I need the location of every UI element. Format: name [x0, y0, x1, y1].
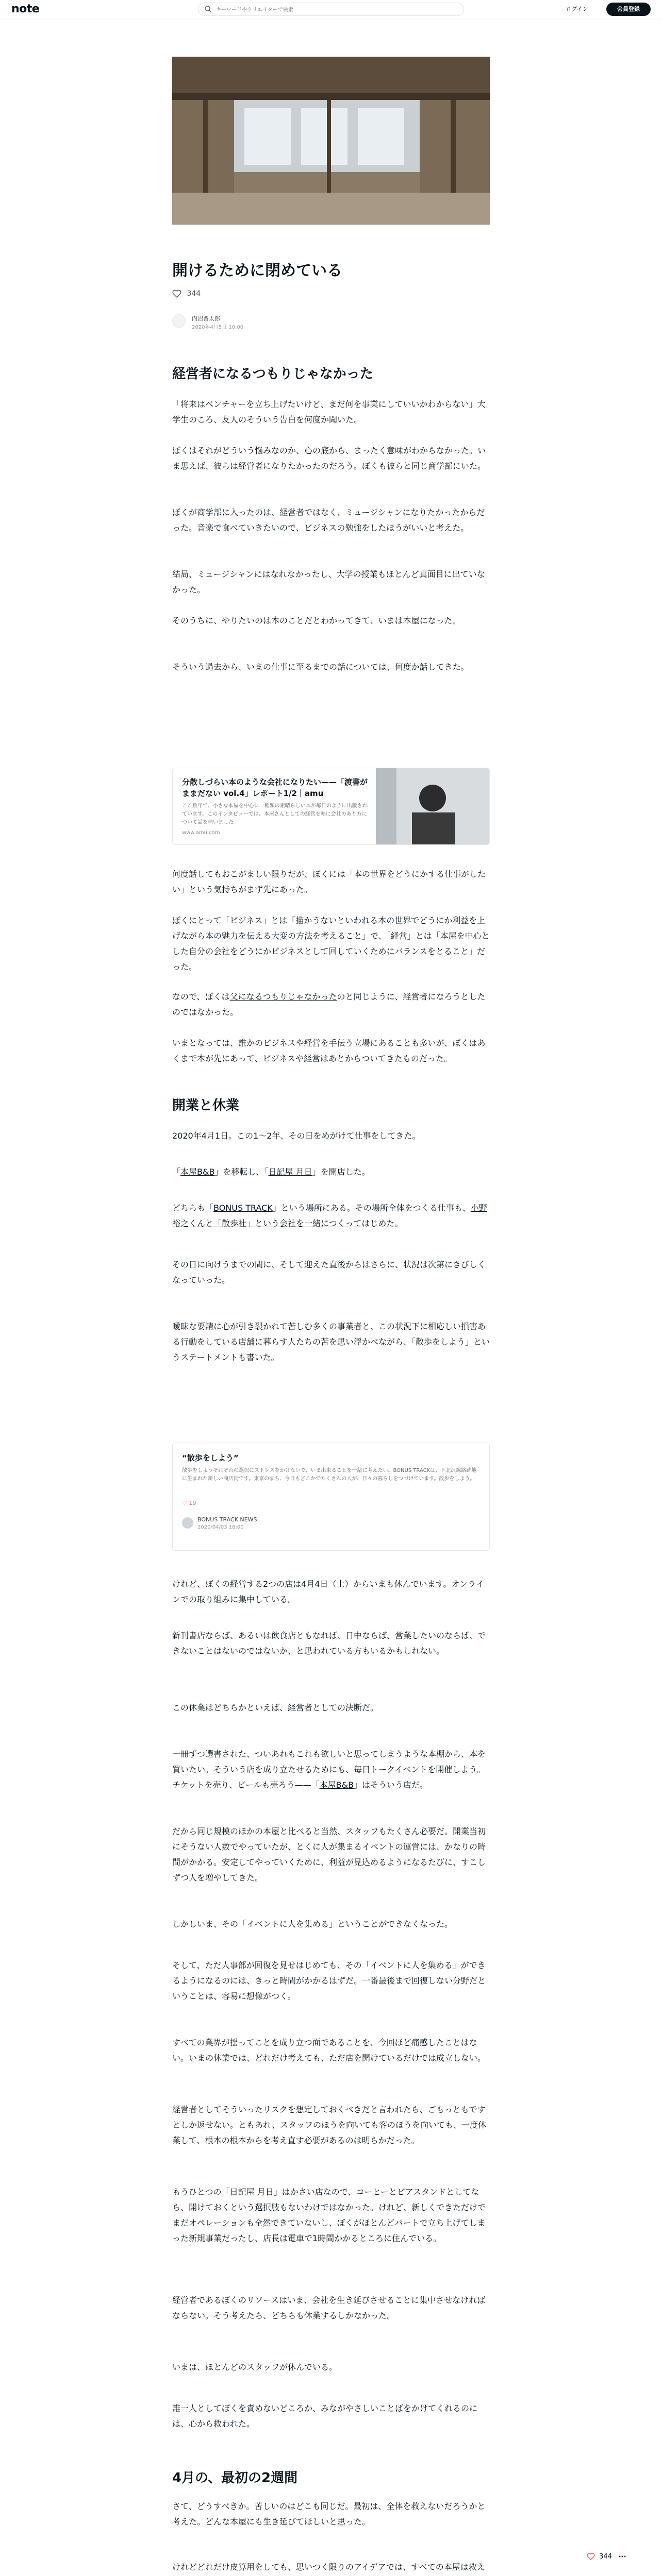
floating-actions	[587, 2552, 626, 2564]
paragraph: けれどどれだけ皮算用をしても、思いつく限りのアイデアでは、すべての本屋は救え	[172, 2562, 485, 2572]
paragraph: 新刊書店ならば、あるいは飲食店ともなれば、日中ならば、営業したいのならば、できないことはないのではないか、と思われている方もいるかもしれない。	[172, 1631, 486, 1656]
note-logo[interactable]: note	[11, 3, 40, 15]
signup-button[interactable]: 会員登録	[606, 3, 651, 16]
paragraph: 経営者としてそういったリスクを想定しておくべきだと言われたら、ごもっともですとしか返せない。ともあれ、スタッフのほうを向いても客のほうを向いても、一度休業して、根本の根本からを考え直す必要があるのは明らかだった。	[172, 2105, 486, 2145]
paragraph: もうひとつの「日記屋 月日」はかさい店なので、コーヒーとビアスタンドとしてなら、開けておくという選択肢もないわけではなかった。けれど、新しくできただけでまだオペレーションも全然できていないし、ぼくがほとんどパートで立ち上げてしまった新規事業だったし、店長は電車で1時間かかるところに住んでいる。	[172, 2187, 486, 2243]
section-heading: 開業と休業	[172, 1098, 240, 1113]
text: 」はそういう店だ。	[354, 1780, 428, 1790]
link-bonus-track[interactable]: BONUS TRACK	[213, 1203, 273, 1213]
section-heading: 経営者になるつもりじゃなかった	[172, 366, 373, 382]
link-bb[interactable]: 本屋B&B	[180, 1167, 215, 1177]
site-header	[0, 0, 662, 20]
paragraph: この休業はどちらかといえば、経営者としての決断だ。	[172, 1703, 379, 1713]
card-description: ここ数年で、小さな本屋を中心に一種類の素晴らしい本が毎日のように出版されています。このインタビューでは、本屋さんとしての経営を軸に会社のあり方について話を伺いました。	[182, 803, 368, 825]
card-title[interactable]: 分散しづらい本のような会社になりたい——「渡書がままだない vol.4」レポート1/2｜amu	[182, 777, 368, 798]
paragraph: だから同じ規模のほかの本屋と比べると当然、スタッフもたくさん必要だ。開業当初にそうない人数でやっていたが、とくに人が集まるイベントの運営には、かなりの時間がかかる。安定してやっていくために、利益が見込めるようになるたびに、すこしずつ人を増やしてきた。	[172, 1826, 486, 1883]
embed-card-sanpo[interactable]	[172, 1443, 490, 1551]
paragraph: ぼくにとって「ビジネス」とは「描かうないといわれる本の世界でどうにか利益を上げながら本の魅力を伝える大変の方法を考えること」で、「経営」とは「本屋を中心とした自分の会社をどうにかビジネスとして回していくためにバランスをとること」だった。	[172, 916, 490, 972]
share-icon[interactable]	[618, 2552, 626, 2561]
paragraph	[172, 1200, 490, 1231]
avatar	[182, 1517, 193, 1529]
text: 一冊ずつ選書された、ついあれもこれも欲しいと思ってしまうような本棚から、本を買いたい。そういう店を成り立たせるためにも、毎日トークイベントを開催しよう。チケットを売り、ビールも売ろう——「	[172, 1749, 486, 1790]
paragraph: 曖昧な要請に心が引き裂かれて苦しむ多くの事業者と、この状況下に相応しい損害ある行動をしている店舗に暮らす人たちの苦を思い浮かべながら、「散歩をしよう」というステートメントも書いた。	[172, 1321, 490, 1362]
paragraph: そして、ただ人事部が回復を見せはじめても、その「イベントに人を集める」ができるようになるのには、きっと時間がかかるはずだ。一番最後まで回復しない分野だということは、容易に想像がつく。	[172, 1960, 486, 2001]
text: 」を移転し、「	[214, 1167, 269, 1177]
paragraph	[172, 1164, 490, 1180]
search-input[interactable]	[215, 5, 454, 15]
card-author-name[interactable]: BONUS TRACK NEWS	[197, 1516, 257, 1523]
text: はじめた。	[361, 1218, 403, 1228]
link-tsukihi[interactable]: 日記屋 月日	[268, 1167, 312, 1177]
paragraph: 経営者であるぼくのリソースはいま、会社を生き延びさせることに集中させなければならない。そう考えたら、どちらも休業するしかなかった。	[172, 2295, 486, 2320]
link-sanposha[interactable]: 小野裕之くんと「散歩社」という会社を一緒につくって	[172, 1203, 487, 1228]
card-like-count: ♡ 19	[182, 1500, 196, 1506]
avatar[interactable]	[172, 314, 186, 328]
card-date: 2020/04/03 18:00	[197, 1524, 244, 1530]
card-url: www.amu.com	[182, 830, 220, 836]
text: 「	[172, 1167, 181, 1177]
paragraph	[172, 989, 490, 1020]
paragraph: 何度話してもおこがましい限りだが、ぼくには「本の世界をどうにかする仕事がしたい」という気持ちがまず先にあった。	[172, 869, 486, 894]
text: 」という場所にある。その場所全体をつくる仕事も、	[272, 1203, 471, 1213]
card-thumbnail	[376, 768, 490, 845]
heart-icon[interactable]	[172, 290, 181, 298]
text: のと同じように、経営者になろうとしたのではなかった。	[172, 992, 486, 1017]
paragraph: さて、どうすべきか。苦しいのはどこも同じだ。最初は、全体を救えないだろうかと考えた。どんな本屋にも生き延びてほしいと思った。	[172, 2501, 486, 2527]
like-counter[interactable]	[172, 290, 201, 301]
article-title: 開けるために閉めている	[172, 262, 342, 280]
paragraph: その日に向けうまでの間に、そして迎えた直後からはさらに、状況は次第にきびしくなっていった。	[172, 1260, 486, 1285]
paragraph: ぼくが商学部に入ったのは、経営者ではなく、ミュージシャンになりたかったからだった。音楽で食べていきたいので、ビジネスの勉強をしたほうがいいと考えた。	[172, 507, 485, 533]
paragraph: 2020年4月1日。この1〜2年、その日をめがけて仕事をしてきた。	[172, 1131, 421, 1141]
search-icon	[204, 5, 213, 14]
card-title[interactable]: “散歩をしよう”	[182, 1453, 239, 1463]
search-box[interactable]	[198, 3, 464, 16]
paragraph: けれど、ぼくの経営する2つの店は4月4日（土）からいまも休んでいます。オンラインでの取り組みに集中している。	[172, 1579, 484, 1604]
paragraph: いまは、ほとんどのスタッフが休んでいる。	[172, 2362, 338, 2372]
section-heading: 4月の、最初の2週間	[172, 2470, 298, 2486]
paragraph: 誰一人としてぼくを責めないどころか、みながやさしいことばをかけてくれるのには、心から救われた。	[172, 2403, 478, 2429]
author-name[interactable]: 内沼晋太郎	[192, 315, 220, 322]
text: 」を開店した。	[312, 1167, 370, 1177]
paragraph: 「将来はベンチャーを立ち上げたいけど、まだ何を事業にしていいかわからない」大学生のころ、友人のそういう告白を何度か聞いた。	[172, 399, 486, 425]
paragraph: ぼくはそれがどういう悩みなのか、心の底から、まったく意味がわからなかった。いま思えば、彼らは経営者になりたかったのだろう。ぼくも彼らと同じ商学部にいた。	[172, 446, 486, 471]
paragraph	[172, 1747, 490, 1793]
paragraph: すべての業界が揺ってことを成り立つ面であることを、今回ほど痛感したことはない。いまの休業では、どれだけ考えても、ただ店を開けているだけでは成立しない。	[172, 2038, 486, 2063]
paragraph: そのうちに、やりたいのは本のことだとわかってきて、いまは本屋になった。	[172, 616, 461, 625]
card-description: 散歩をしようそれぞれの選択にストレスをかけないで、いま出来ることを一緒に考えたい。BONUS TRACKは、下北沢線路跡地に生まれた新しい商店街です。東京のまち、今日もどこかでたくさんの人が、日々の暮らしをつづけています。散歩をしよう。	[182, 1468, 477, 1482]
paragraph: 結局、ミュージシャンにはなれなかったし、大学の授業もほとんど真面目に出ていなかった。	[172, 569, 485, 595]
link-father[interactable]: 父になるつもりじゃなかった	[229, 992, 337, 1002]
paragraph: そういう過去から、いまの仕事に至るまでの話については、何度か話してきた。	[172, 662, 469, 672]
text: なので、ぼくは	[172, 992, 230, 1002]
embed-card-amu[interactable]	[172, 768, 490, 845]
hero-image	[172, 57, 490, 225]
floating-like-count: 344	[599, 2552, 612, 2561]
login-button[interactable]: ログイン	[566, 6, 588, 12]
paragraph: しかしいま、その「イベントに人を集める」ということができなくなった。	[172, 1919, 453, 1929]
paragraph: いまとなっては、誰かのビジネスや経営を手伝う立場にあることも多いが、ぼくはあくまで本が先にあって、ビジネスや経営はあとからついてきたものだった。	[172, 1038, 486, 1063]
heart-icon[interactable]	[587, 2553, 595, 2560]
link-bb-2[interactable]: 本屋B&B	[319, 1780, 354, 1790]
publish-date: 2020年4月5日 10:00	[192, 325, 244, 330]
text: どちらも「	[172, 1203, 214, 1213]
like-count: 344	[187, 290, 201, 298]
